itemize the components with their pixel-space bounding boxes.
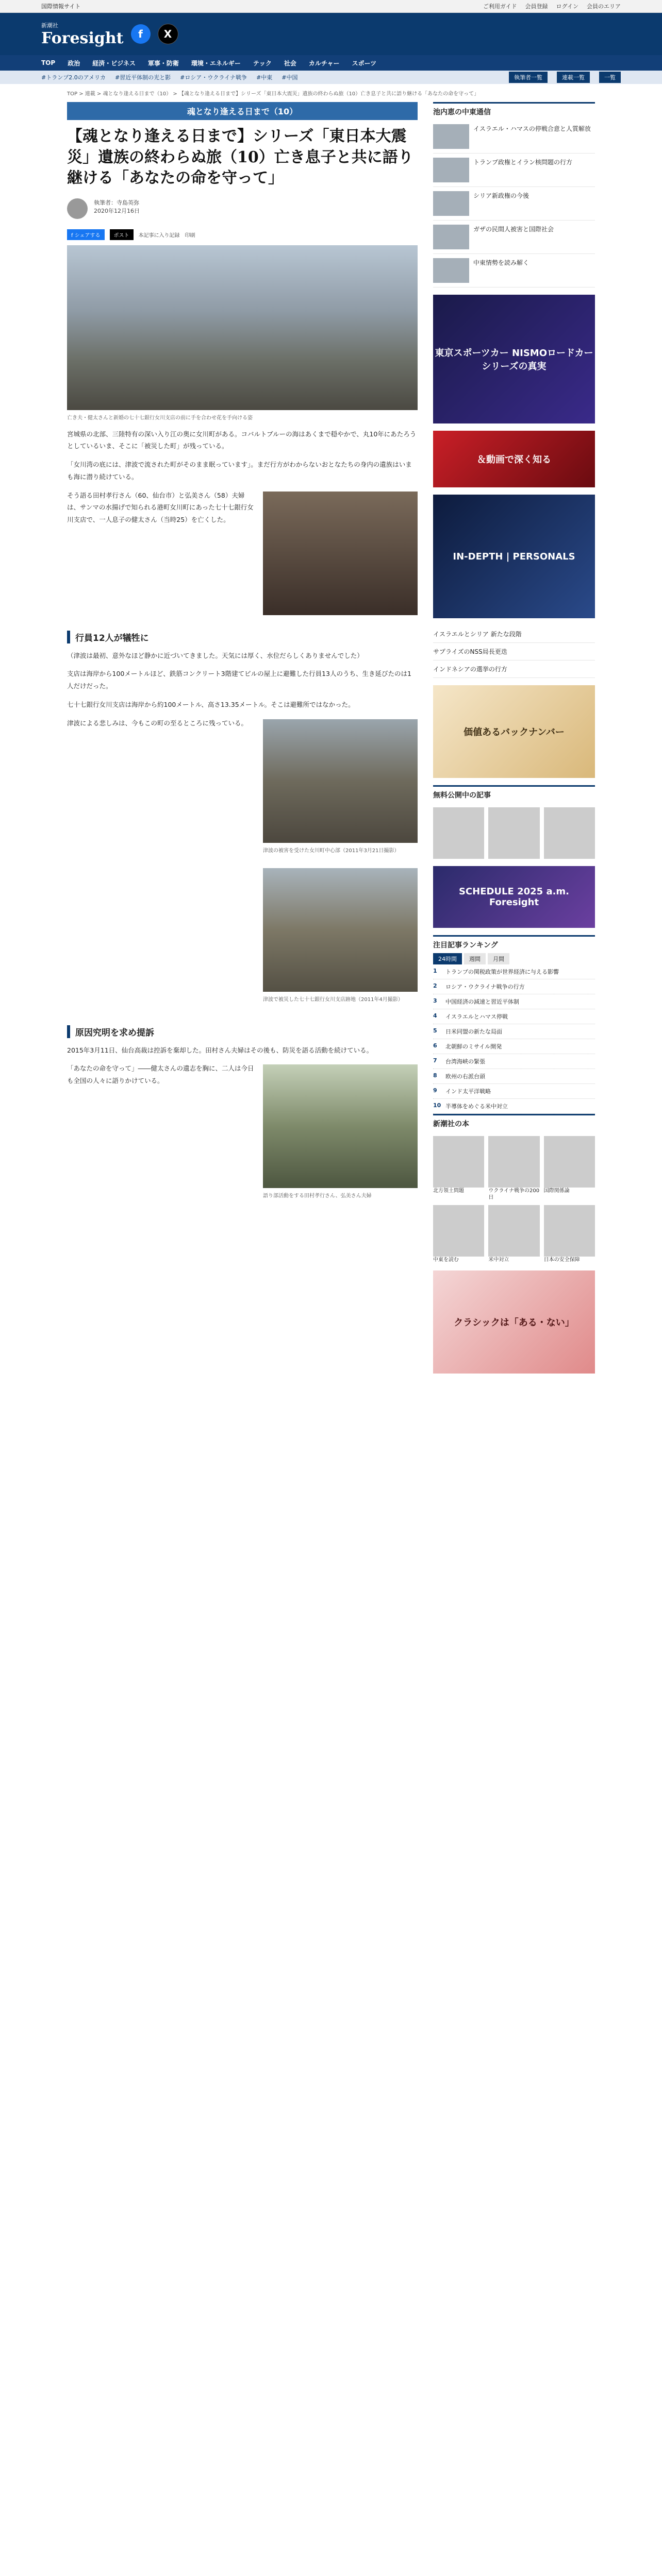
rank-number: 4 [433,1012,437,1019]
byline [67,198,418,219]
breadcrumb[interactable]: TOP > 連載 > 魂となり逢える日まで（10） > 【魂となり逢える日まで】シリーズ「東日本大震災」遺族の終わらぬ旅（10）亡き息子と共に語り継ける「あなたの命を守って」 [67,91,479,97]
rank-title: イスラエルとハマス停戦 [445,1013,508,1020]
rank-number: 3 [433,997,437,1004]
thumbnail [433,225,469,249]
book-cover [544,1136,595,1188]
share-bar [67,229,418,240]
book-item[interactable] [488,1136,539,1201]
rank-item[interactable] [433,1084,595,1099]
rank-title: 中国経済の減速と習近平体制 [445,998,519,1005]
book-title: 日本の安全保障 [543,1257,580,1263]
rank-tabs [433,953,595,964]
list-item[interactable] [433,221,595,254]
rank-title: インド太平洋戦略 [445,1088,491,1095]
rank-item[interactable] [433,1039,595,1054]
article-thumb[interactable] [488,807,539,859]
rank-item[interactable] [433,1054,595,1069]
item-title: イスラエル・ハマスの停戦合意と人質解放 [473,125,591,132]
rank-item[interactable] [433,994,595,1009]
thumbnail [433,191,469,216]
guide-link[interactable]: ご利用ガイド [483,3,517,10]
rank-item[interactable] [433,979,595,994]
list-item[interactable] [433,154,595,187]
authors-button[interactable]: 執筆者一覧 [509,72,548,83]
x-share-button[interactable]: ポスト [110,229,134,240]
rank-title: トランプの関税政策が世界経済に与える影響 [445,969,559,975]
nav-society[interactable]: 社会 [284,59,296,67]
tag-link[interactable]: #習近平体制の光と影 [114,74,171,81]
book-cover [433,1136,484,1188]
publisher-name: 新潮社 [41,22,58,29]
book-item[interactable] [433,1136,484,1201]
article [67,102,418,1381]
rank-title: 台湾海峡の緊張 [445,1058,485,1065]
rank-item[interactable] [433,1069,595,1084]
rank-number: 6 [433,1042,437,1049]
sidebar-heading: 無料公開中の記事 [433,785,595,803]
series-band[interactable]: 魂となり逢える日まで（10） [67,102,418,120]
list-item[interactable] [433,660,595,678]
date: 2020年12月16日 [94,207,140,214]
item-title: サプライズのNSS局長更迭 [433,648,507,655]
paragraph: 七十七銀行女川支店は海岸から約100メートル、高さ13.35メートル。そこは避難所ではなかった。 [67,700,355,708]
section-heading: 行員12人が犠牲に [67,631,418,643]
schedule-banner[interactable]: SCHEDULE 2025 a.m. Foresight [433,866,595,928]
rank-number: 8 [433,1072,437,1079]
item-title: シリア新政権の今後 [473,192,529,199]
couple-photo [263,1064,418,1188]
list-item[interactable] [433,254,595,287]
paragraph: 「女川湾の底には、津波で流された町がそのまま眠っています」。まだ行方がわからないおとなたちの身内の遺族はいまも海に潜り続けている。 [67,461,412,481]
nav-economy[interactable]: 経済・ビジネス [92,59,136,67]
book-item[interactable] [544,1136,595,1201]
caption: 津波の被害を受けた女川町中心部（2011年3月21日撮影） [263,848,400,854]
item-title: イスラエルとシリア 新たな段階 [433,631,522,638]
caption: 津波で被災した七十七銀行女川支店跡地（2011年4月撮影） [263,996,403,1003]
paragraph: 津波による悲しみは、今もこの町の至るところに残っている。 [67,719,248,727]
free-articles [433,807,595,859]
book-title: 米中対立 [488,1257,509,1263]
list-item[interactable] [433,625,595,643]
paragraph: （津波は最初、意外なほど静かに近づいてきました。天気には厚く、水位だらしくありませんでした） [67,651,363,659]
rank-title: 半導体をめぐる米中対立 [445,1103,508,1110]
item-title: トランプ政権とイラン核問題の行方 [473,159,573,166]
site-label: 国際情報サイト [41,3,81,10]
book-shelf [433,1136,595,1263]
author[interactable]: 執筆者：寺島英弥 [94,199,139,206]
page-title: 【魂となり逢える日まで】シリーズ「東日本大震災」遺族の終わらぬ旅（10）亡き息子と共に語り継ける「あなたの命を守って」 [67,127,413,187]
tab-24h[interactable]: 24時間 [433,953,462,964]
book-cover [488,1136,539,1188]
item-title: ガザの民間人被害と国際社会 [473,226,554,233]
disaster-photo [263,719,418,843]
article-thumb[interactable] [433,807,484,859]
header [0,13,662,55]
item-title: 中東情勢を読み解く [473,259,529,266]
rank-title: 日米同盟の新たな局面 [445,1028,502,1035]
sidebar [433,102,595,1381]
rank-number: 10 [433,1102,441,1109]
nav-culture[interactable]: カルチャー [308,59,340,67]
rank-number: 5 [433,1027,437,1034]
rank-title: 欧州の右派台頭 [445,1073,485,1080]
list-item[interactable] [433,643,595,660]
logo[interactable] [41,21,124,47]
figure [263,1064,418,1206]
topbar [0,0,662,13]
rank-item[interactable] [433,1099,595,1114]
thumbnail [433,258,469,283]
caption: 語り部活動をする田村孝行さん、弘美さん夫婦 [263,1193,372,1199]
rank-item[interactable] [433,1024,595,1039]
nav-tech[interactable]: テック [253,59,272,67]
tab-week[interactable]: 週間 [464,953,486,964]
main-nav [0,55,662,71]
paragraph: 2015年3月11日、仙台高裁は控訴を棄却した。田村さん夫婦はその後も、防災を語る活動を続けている。 [67,1046,373,1054]
site-name: Foresight [41,29,124,47]
rank-number: 9 [433,1087,437,1094]
backnumber-banner[interactable]: 価値あるバックナンバー [433,685,595,778]
tab-month[interactable]: 月間 [488,953,509,964]
tag-link[interactable]: #中東 [256,74,273,81]
book-title: ウクライナ戦争の200日 [488,1188,540,1200]
book-item[interactable] [544,1205,595,1263]
nav-top[interactable]: TOP [41,59,56,66]
book-title: 中東を読む [433,1257,459,1263]
book-title: 北方領土問題 [433,1188,464,1194]
thumbnail [433,124,469,149]
sidebar-heading: 注目記事ランキング [433,935,595,953]
series-button[interactable]: 連載一覧 [557,72,590,83]
list-item[interactable] [433,120,595,154]
rank-number: 1 [433,968,437,974]
member-link[interactable]: 会員のエリア [587,3,621,10]
book-item[interactable] [488,1205,539,1263]
ad-banner[interactable]: 東京スポーツカー NISMOロードカー シリーズの真実 [433,295,595,423]
tag-link[interactable]: #中国 [282,74,298,81]
nav-sports[interactable]: スポーツ [352,59,377,67]
book-title: 国際関係論 [543,1188,570,1194]
book-cover [488,1205,539,1257]
figure [263,719,418,861]
x-icon[interactable]: X [158,24,178,44]
nav-energy[interactable]: 環境・エネルギー [191,59,241,67]
login-link[interactable]: ログイン [556,3,578,10]
sidebar-heading: 新潮社の本 [433,1114,595,1132]
caption: 亡き夫・健太さんと新婚の七十七銀行女川支店の前に手を合わせ花を手向ける姿 [67,415,253,421]
facebook-share-button[interactable]: f シェアする [67,229,105,240]
family-photo [263,492,418,615]
nav-politics[interactable]: 政治 [68,59,80,67]
tag-link[interactable]: #ロシア・ウクライナ戦争 [180,74,247,81]
book-cover [544,1205,595,1257]
avatar[interactable] [67,198,88,219]
book-item[interactable] [433,1205,484,1263]
thumbnail [433,158,469,182]
tag-bar [0,71,662,84]
hero-photo [67,245,418,410]
article-thumb[interactable] [544,807,595,859]
tag-link[interactable]: #トランプ2.0のアメリカ [41,74,106,81]
paragraph: 宮城県の北部、三陸特有の深い入り江の奥に女川町がある。コバルトブルーの海はあくまで穏やかで、丸10年にあたろうとしているいま、そこに「被災した町」が残っている。 [67,430,417,450]
branch-photo [263,868,418,992]
rank-title: 北朝鮮のミサイル開発 [445,1043,502,1050]
indepth-banner[interactable]: IN-DEPTH | PERSONALS [433,495,595,618]
paragraph: 支店は海岸から100メートルほど、鉄筋コンクリート3階建てビルの屋上に避難した行員13人のうち、生き延びたのは1人だけだった。 [67,670,411,690]
register-link[interactable]: 会員登録 [525,3,548,10]
paragraph: 「あなたの命を守って」――健太さんの遺志を胸に、二人は今日も全国の人々に語りかけている。 [67,1064,254,1084]
rank-item[interactable] [433,1009,595,1024]
rank-title: ロシア・ウクライナ戦争の行方 [445,984,525,990]
section-heading: 原因究明を求め提訴 [67,1025,418,1038]
figure [263,492,418,615]
bookmark-button[interactable]: 本記事に入り記録 [138,232,180,239]
video-banner[interactable]: ＆動画で深く知る [433,431,595,487]
nav-defense[interactable]: 軍事・防衛 [147,59,179,67]
list-item[interactable] [433,187,595,221]
rank-number: 7 [433,1057,437,1064]
paragraph: そう語る田村孝行さん（60、仙台市）と弘美さん（58）夫婦は、サンマの水揚げで知られる港町女川町にあった七十七銀行女川支店で、一人息子の健太さん（当時25）を亡くした。 [67,491,254,523]
print-button[interactable]: 印刷 [185,232,195,239]
sidebar-heading[interactable]: 池内恵の中東通信 [433,102,595,120]
rank-item[interactable] [433,964,595,979]
facebook-icon[interactable]: f [131,24,151,44]
rank-number: 2 [433,982,437,989]
item-title: インドネシアの選挙の行方 [433,666,507,673]
figure [263,868,418,1010]
ad-banner[interactable]: クラシックは「ある・ない」 [433,1270,595,1374]
book-cover [433,1205,484,1257]
list-button[interactable]: 一覧 [599,72,621,83]
